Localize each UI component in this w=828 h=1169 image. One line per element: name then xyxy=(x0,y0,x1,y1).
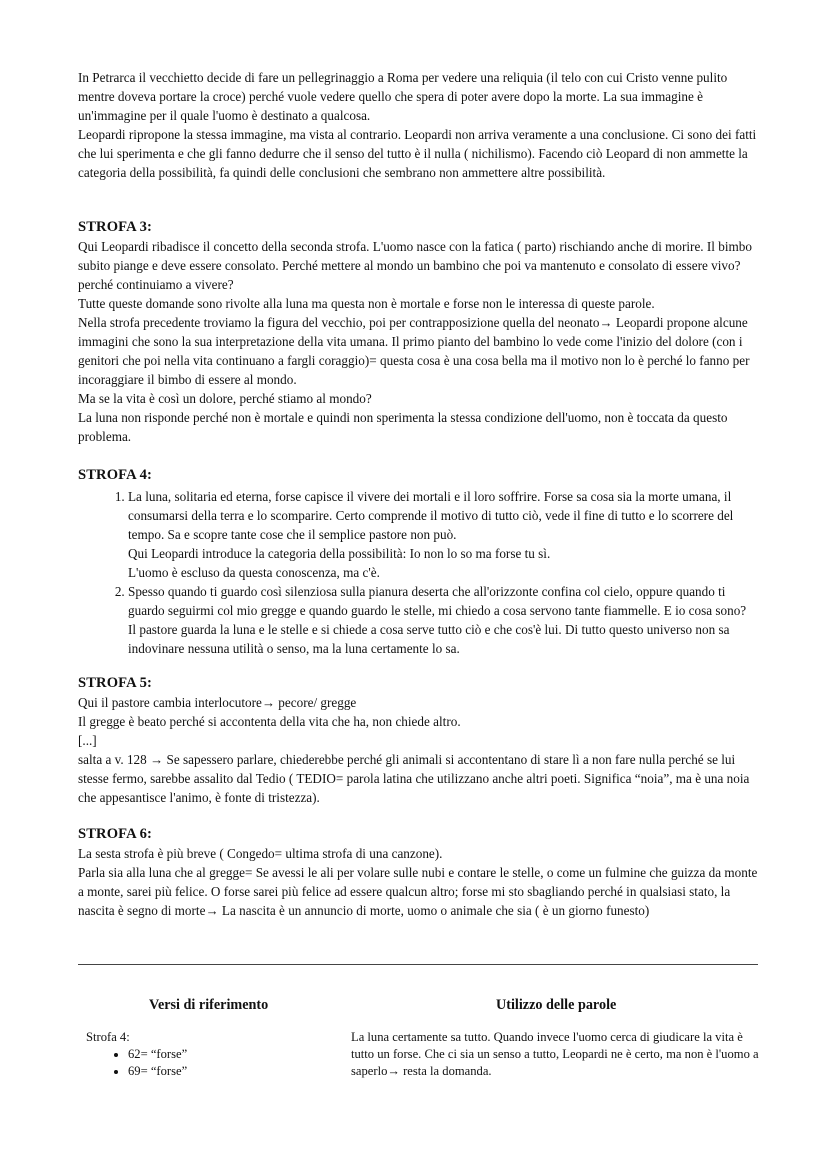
verses-list xyxy=(86,1046,326,1080)
strofa-3-paragraph: Ma se la vita è così un dolore, perché stiamo al mondo? xyxy=(78,391,372,406)
strofa-3-paragraph: Nella strofa precedente troviamo la figura del vecchio, poi per contrapposizione quella del neonato→ Leopardi propone alcune immagini che sono la sua interpretazione della vita umana. Il primo pianto del bambino lo vede come l'inizio del dolore (con i genitori che poi nella vita continuano a fargli coraggio)= questa cosa è una cosa bella ma il motivo non lo è perché lo fanno per incoraggiare il bimbo di essere al mondo. xyxy=(78,315,750,387)
verses-heading: Versi di riferimento xyxy=(149,997,269,1013)
strofa-6-paragraph: Parla sia alla luna che al gregge= Se avessi le ali per volare sulle nubi e contare le stelle, o come un fulmine che guizza da monte a monte, sarei più felice. O forse sarei più felice ad essere qualcun altro; forse mi sto sbagliando perché in qualsiasi stato, la nascita è segno di morte→ La nascita è un annuncio di morte, uomo o animale che sia ( è un giorno funesto) xyxy=(78,865,758,918)
intro-paragraph: In Petrarca il vecchietto decide di fare un pellegrinaggio a Roma per vedere una reliquia (il telo con cui Cristo venne pulito mentre doveva portare la croce) perché vuole vedere quello che spera di poter avere dopo la morte. La sua immagine è un'immagine per il quale l'uomo è destinato a qualcosa. xyxy=(78,70,728,123)
intro-paragraph: Leopardi ripropone la stessa immagine, ma vista al contrario. Leopardi non arriva veramente a una conclusione. Ci sono dei fatti che lui sperimenta e che gli fanno dedurre che il senso del tutto è il nulla ( nichilismo). Facendo ciò Leopard di non ammette la categoria della possibilità, fa quindi delle conclusioni che sembrano non ammettere altre possibilità. xyxy=(78,127,757,180)
list-item-paragraph: Il pastore guarda la luna e le stelle e si chiede a cosa serve tutto ciò e che cos'è lui. Di tutto questo universo non sa indovinare nessuna utilità o senso, ma la luna certamente lo sa. xyxy=(128,622,730,656)
strofa-3-heading: STROFA 3: xyxy=(78,219,153,235)
list-item xyxy=(128,582,764,658)
strofa-3-section xyxy=(78,218,764,446)
strofa-5-section xyxy=(78,674,764,807)
list-item xyxy=(128,487,764,582)
document-body xyxy=(78,68,764,940)
list-item-paragraph: L'uomo è escluso da questa conoscenza, ma c'è. xyxy=(128,565,380,580)
strofa-3-paragraph: Tutte queste domande sono rivolte alla luna ma questa non è mortale e forse non le interessa di queste parole. xyxy=(78,296,655,311)
strofa-4-section xyxy=(78,466,764,658)
list-item: • 69= “forse” xyxy=(128,1063,326,1080)
strofa-5-paragraph: Qui il pastore cambia interlocutore→ pecore/ gregge xyxy=(78,695,357,710)
intro-section xyxy=(78,68,764,182)
list-item-paragraph: 2. Spesso quando ti guardo così silenziosa sulla pianura deserta che all'orizzonte confina col cielo, oppure quando ti guardo seguirmi col mio gregge e quando guardo le stelle, mi chiedo a cosa servono tante fiammelle. E io cosa sono? xyxy=(128,584,747,618)
strofa-6-paragraph: La sesta strofa è più breve ( Congedo= ultima strofa di una canzone). xyxy=(78,846,443,861)
verses-label: Strofa 4: xyxy=(86,1030,130,1044)
strofa-4-heading: STROFA 4: xyxy=(78,467,153,483)
strofa-5-heading: STROFA 5: xyxy=(78,675,153,691)
word-usage-text: La luna certamente sa tutto. Quando invece l'uomo cerca di giudicare la vita è tutto un forse. Che ci sia un senso a tutto, Leopardi ne è certo, ma non è l'uomo a saperlo→ resta la domanda. xyxy=(351,1030,759,1078)
strofa-5-paragraph: Il gregge è beato perché si accontenta della vita che ha, non chiede altro. xyxy=(78,714,461,729)
strofa-3-paragraph: Qui Leopardi ribadisce il concetto della seconda strofa. L'uomo nasce con la fatica ( parto) rischiando anche di morire. Il bimbo subito piange e deve essere consolato. Perché mettere al mondo un bambino che poi va mantenuto e consolato di essere vivo? perché continuiamo a vivere? xyxy=(78,239,752,292)
list-item-paragraph: Qui Leopardi introduce la categoria della possibilità: Io non lo so ma forse tu sì. xyxy=(128,546,551,561)
word-usage-heading: Utilizzo delle parole xyxy=(496,997,617,1013)
word-usage-column xyxy=(351,1029,761,1080)
list-item: • 62= “forse” xyxy=(128,1046,326,1063)
strofa-5-paragraph: salta a v. 128 → Se sapessero parlare, chiederebbe perché gli animali si accontentano di stare lì a non fare nulla perché se lui stesse fermo, sarebbe assalito dal Tedio ( TEDIO= parola latina che utilizzano anche altri poeti. Significa “noia”, ma è una noia che appesantisce l'animo, è fonte di tristezza). xyxy=(78,752,750,805)
strofa-3-paragraph: La luna non risponde perché non è mortale e quindi non sperimenta la stessa condizione dell'uomo, non è toccata da questo problema. xyxy=(78,410,728,444)
strofa-6-section xyxy=(78,825,764,920)
list-item-paragraph: 1. La luna, solitaria ed eterna, forse capisce il vivere dei mortali e il loro soffrire. Forse sa cosa sia la morte umana, il consumarsi della terra e lo scomparire. Certo comprende il motivo di tutto ciò, vede il fine di tutto e lo scorrere del tempo. Sa e scopre tante cose che il semplice pastore non può. xyxy=(128,489,734,542)
strofa-5-paragraph: [...] xyxy=(78,733,97,748)
strofa-6-heading: STROFA 6: xyxy=(78,826,153,842)
strofa-4-list xyxy=(78,487,764,658)
verses-column xyxy=(86,1029,326,1080)
horizontal-divider xyxy=(78,964,758,965)
